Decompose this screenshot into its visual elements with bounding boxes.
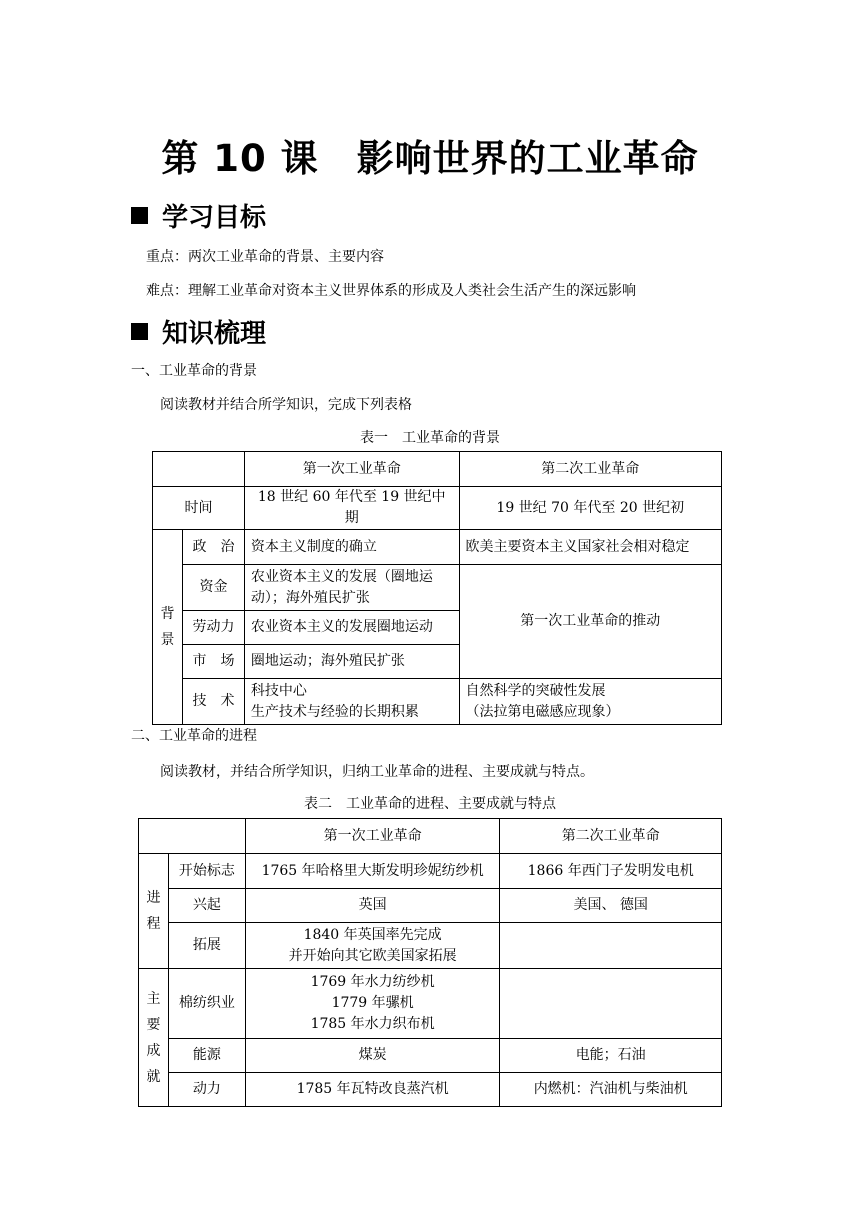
table-row: 拓展 1840 年英国率先完成 并开始向其它欧美国家拓展 xyxy=(139,923,722,969)
table-row: 兴起 英国 美国、 德国 xyxy=(139,889,722,923)
focus-line: 重点：两次工业革命的背景、主要内容 xyxy=(146,249,384,265)
group-label: 主 要 成 就 xyxy=(139,969,169,1107)
square-bullet-icon xyxy=(131,323,148,340)
table-row: 劳动力 农业资本主义的发展圈地运动 xyxy=(153,611,722,645)
part2-instruction: 阅读教材，并结合所学知识，归纳工业革命的进程、主要成就与特点。 xyxy=(160,764,594,780)
table-row: 能源 煤炭 电能；石油 xyxy=(139,1039,722,1073)
square-bullet-icon xyxy=(131,207,148,224)
table1-caption: 表一 工业革命的背景 xyxy=(360,430,500,446)
table-row: 背 景 政 治 资本主义制度的确立 欧美主要资本主义国家社会相对稳定 xyxy=(153,530,722,565)
table-row: 第一次工业革命 第二次工业革命 xyxy=(139,819,722,854)
table-row: 资金 农业资本主义的发展（圈地运动）；海外殖民扩张 第一次工业革命的推动 xyxy=(153,565,722,611)
group-label: 背 景 xyxy=(153,530,183,725)
part1-title: 一、工业革命的背景 xyxy=(131,363,257,379)
section-heading: 知识梳理 xyxy=(162,319,267,349)
table-row: 第一次工业革命 第二次工业革命 xyxy=(153,452,722,487)
section-knowledge xyxy=(131,313,266,350)
table-row: 技 术 科技中心 生产技术与经验的长期积累 自然科学的突破性发展 （法拉第电磁感应现象） xyxy=(153,679,722,725)
part1-instruction: 阅读教材并结合所学知识，完成下列表格 xyxy=(160,397,412,413)
table-row: 时间 18 世纪 60 年代至 19 世纪中期 19 世纪 70 年代至 20 世纪初 xyxy=(153,487,722,530)
section-objectives xyxy=(131,197,266,234)
table-row: 动力 1785 年瓦特改良蒸汽机 内燃机：汽油机与柴油机 xyxy=(139,1073,722,1107)
table2-caption: 表二 工业革命的进程、主要成就与特点 xyxy=(304,796,556,812)
table-background xyxy=(152,451,722,725)
table-row: 主 要 成 就 棉纺织业 1769 年水力纺纱机 1779 年骡机 1785 年水力织布机 xyxy=(139,969,722,1039)
page-title: 第 10 课 影响世界的工业革命 xyxy=(161,137,699,180)
table-row: 市 场 圈地运动；海外殖民扩张 xyxy=(153,645,722,679)
section-heading: 学习目标 xyxy=(162,203,267,233)
table-row: 进 程 开始标志 1765 年哈格里大斯发明珍妮纺纱机 1866 年西门子发明发电机 xyxy=(139,854,722,889)
part2-title: 二、工业革命的进程 xyxy=(131,728,257,744)
table-progress xyxy=(138,818,722,1107)
group-label: 进 程 xyxy=(139,854,169,969)
difficulty-line: 难点：理解工业革命对资本主义世界体系的形成及人类社会生活产生的深远影响 xyxy=(146,283,636,299)
